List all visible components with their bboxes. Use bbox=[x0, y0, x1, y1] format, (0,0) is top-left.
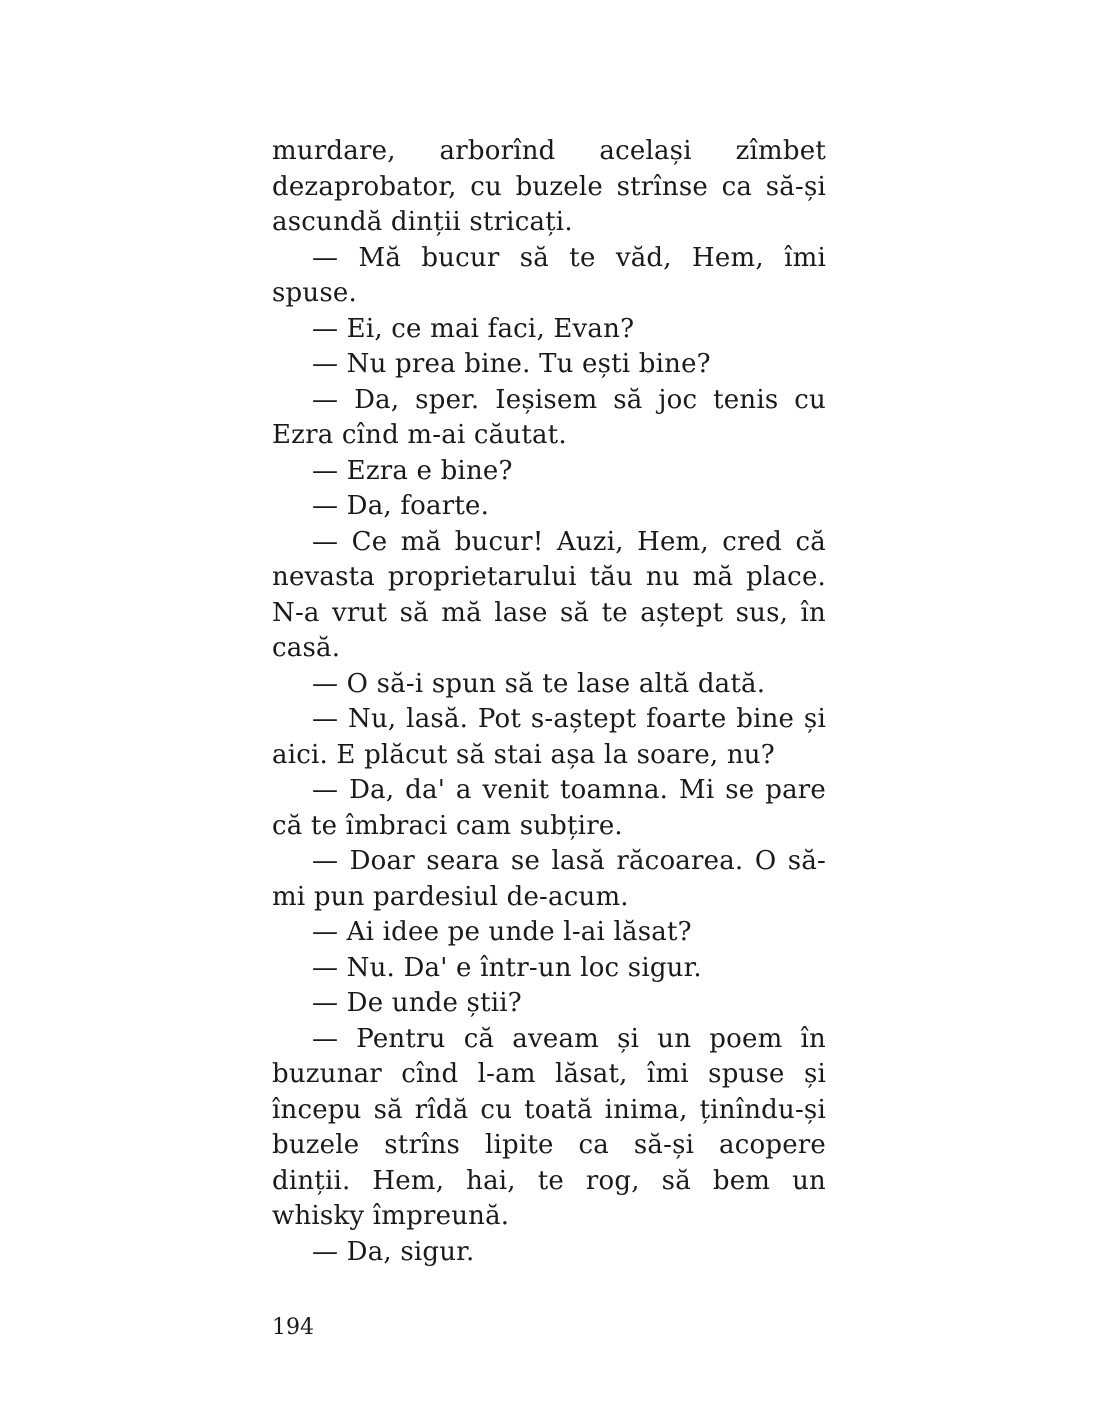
dialogue-line: — Da, da' a venit toamna. Mi se pare că te îmbraci cam subțire. bbox=[272, 775, 826, 841]
paragraph-continuation: murdare, arborînd același zîmbet dezaprobator, cu buzele strînse ca să-și ascundă dinții stricați. bbox=[272, 136, 826, 237]
dialogue-line: — Ai idee pe unde l-ai lăsat? bbox=[312, 917, 692, 947]
dialogue-line: — Ce mă bucur! Auzi, Hem, cred că nevasta proprietarului tău nu mă place. N-a vrut să mă lase să te aștept sus, în casă. bbox=[272, 526, 826, 663]
dialogue-line: — Nu prea bine. Tu ești bine? bbox=[312, 349, 711, 379]
dialogue-line: — Pentru că aveam și un poem în buzunar cînd l-am lăsat, îmi spuse și începu să rîdă cu toată inima, ținîndu-și buzele strîns lipite ca să-și acopere dinții. Hem, hai, te rog, să bem un whisky împreună. bbox=[272, 1023, 826, 1231]
dialogue-line: — De unde știi? bbox=[312, 988, 522, 1018]
dialogue-line: — Ei, ce mai faci, Evan? bbox=[312, 313, 635, 344]
body-text bbox=[272, 134, 826, 1270]
dialogue-line: — Nu, lasă. Pot s-aștept foarte bine și aici. E plăcut să stai așa la soare, nu? bbox=[272, 704, 826, 770]
dialogue-line: — Mă bucur să te văd, Hem, îmi spuse. bbox=[272, 242, 826, 308]
dialogue-line: — Da, sigur. bbox=[312, 1236, 475, 1267]
dialogue-line: — Ezra e bine? bbox=[312, 455, 513, 486]
dialogue-line: — Doar seara se lasă răcoarea. O să-mi pun pardesiul de-acum. bbox=[272, 846, 826, 912]
dialogue-line: — Da, sper. Ieșisem să joc tenis cu Ezra cînd m-ai căutat. bbox=[272, 384, 826, 450]
dialogue-line: — Nu. Da' e într-un loc sigur. bbox=[312, 952, 702, 983]
dialogue-line: — O să-i spun să te lase altă dată. bbox=[312, 668, 766, 699]
page-number: 194 bbox=[272, 1315, 314, 1340]
dialogue-line: — Da, foarte. bbox=[312, 491, 490, 521]
